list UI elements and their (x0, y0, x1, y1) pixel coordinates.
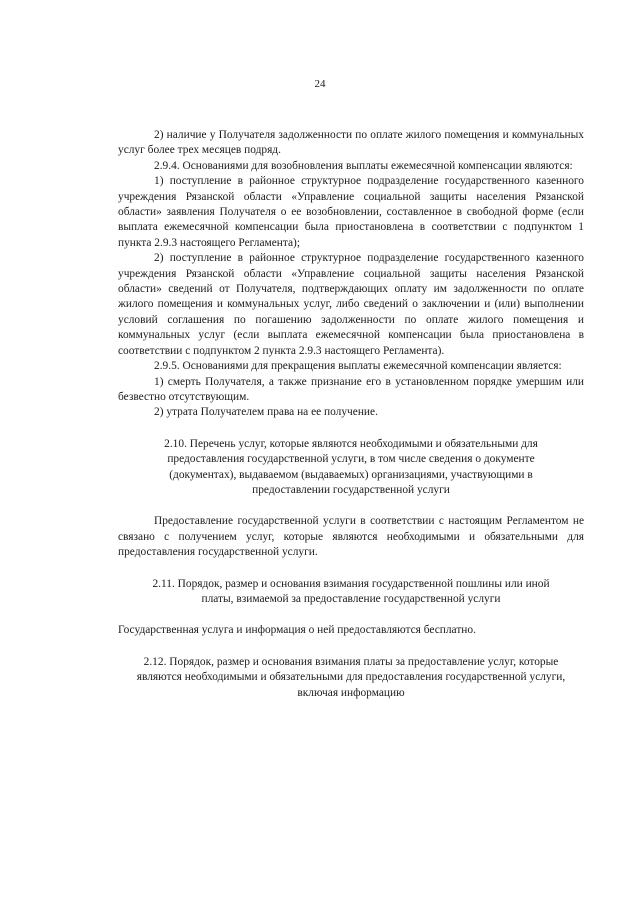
paragraph: 2) поступление в районное структурное подразделение государственного казенного учреждения Рязанской области «Управление социальной защиты населения Рязанской области» сведений от Получателя, подтверждающих оплату им задолженности по оплате жилого помещения и коммунальных услуг, либо сведений о заключении и (или) выполнении условий соглашения по погашению задолженности по оплате жилого помещения и коммунальных услуг (если выплата ежемесячной компенсации была приостановлена в соответствии с подпунктом 2 пункта 2.9.3 настоящего Регламента). (118, 252, 584, 357)
document-body (118, 128, 584, 701)
page-number: 24 (314, 78, 326, 90)
section-heading-2-10: 2.10. Перечень услуг, которые являются необходимыми и обязательными для предоставления государственной услуги, в том числе сведения о документе (документах), выдаваемом (выдаваемых) организациями, участвующими в предоставлении государственной услуги (164, 437, 538, 496)
paragraph: 2) утрата Получателем права на ее получение. (154, 406, 378, 419)
section-heading-2-11: 2.11. Порядок, размер и основания взимания государственной пошлины или иной платы, взимаемой за предоставление государственной услуги (152, 577, 550, 605)
paragraph: 1) поступление в районное структурное подразделение государственного казенного учреждения Рязанской области «Управление социальной защиты населения Рязанской области» заявления Получателя о ее возобновлении, составленное в свободной форме (если выплата ежемесячной компенсации была приостановлена в соответствии с подпунктом 1 пункта 2.9.3 настоящего Регламента); (118, 175, 584, 249)
paragraph: 1) смерть Получателя, а также признание его в установленном порядке умершим или безвестно отсутствующим. (118, 375, 584, 403)
paragraph: 2.9.5. Основаниями для прекращения выплаты ежемесячной компенсации является: (154, 360, 562, 373)
paragraph: 2) наличие у Получателя задолженности по оплате жилого помещения и коммунальных услуг более трех месяцев подряд. (118, 129, 584, 157)
section-body-2-10: Предоставление государственной услуги в соответствии с настоящим Регламентом не связано с получением услуг, которые являются необходимыми и обязательными для предоставления государственной услуги. (118, 515, 584, 559)
paragraph: 2.9.4. Основаниями для возобновления выплаты ежемесячной компенсации являются: (154, 159, 573, 172)
section-heading-2-12: 2.12. Порядок, размер и основания взимания платы за предоставление услуг, которые являются необходимыми и обязательными для предоставления государственной услуги, включая информацию (136, 655, 566, 699)
section-body-2-11: Государственная услуга и информация о ней предоставляются бесплатно. (118, 624, 476, 637)
